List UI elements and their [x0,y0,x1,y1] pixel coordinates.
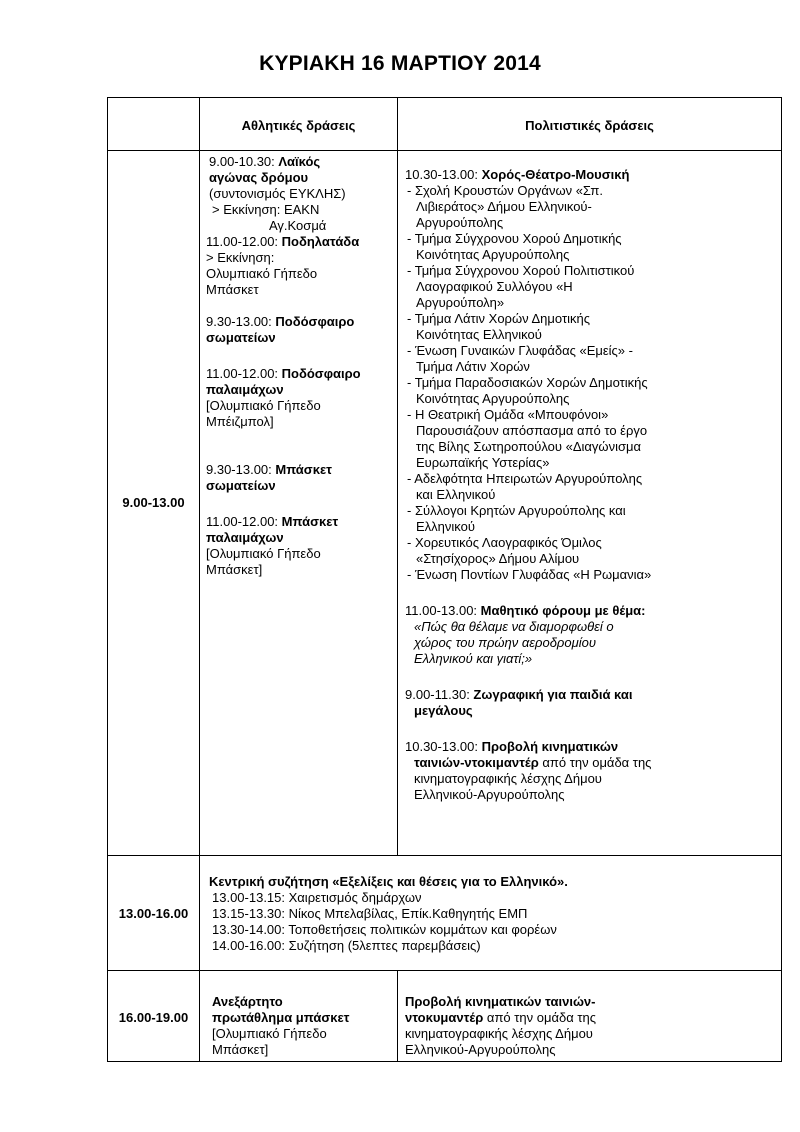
list-item: «Στησίχορος» Δήμου Αλίμου [416,551,580,566]
event-football-clubs: 9.30-13.00: Ποδόσφαιρο σωματείων [206,314,355,345]
event-basketball-veterans: 11.00-12.00: Μπάσκετ παλαιμάχων [Ολυμπιακό Γήπεδο Μπάσκετ] [206,514,339,577]
discussion-heading: Κεντρική συζήτηση «Εξελίξεις και θέσεις για το Ελληνικό». [209,874,568,889]
list-item: Κοινότητας Αργυρούπολης [416,391,570,406]
row3-cultural-cell: Προβολή κινηματικών ταινιών- ντοκυμαντέρ από την ομάδα της κινηματογραφικής λέσχης Δήμου Ελληνικού-Αργυρούπολης [405,994,596,1057]
row2-discussion-cell [209,874,777,954]
row3-time: 16.00-19.00 [118,1010,189,1025]
list-item: της Βίλης Σωτηροπούλου «Διαγώνισμα [416,439,641,454]
row1-cultural-cell [405,167,779,803]
list-item: - Ένωση Γυναικών Γλυφάδας «Εμείς» - [407,343,633,358]
event-basketball-clubs: 9.30-13.00: Μπάσκετ σωματείων [206,462,332,493]
row3-athletic-cell: Ανεξάρτητο πρωτάθλημα μπάσκετ [Ολυμπιακό Γήπεδο Μπάσκετ] [212,994,350,1057]
list-item: - Τμήμα Λάτιν Χορών Δημοτικής [407,311,590,326]
athletic-column-header: Αθλητικές δράσεις [241,118,356,133]
list-item: Ελληνικού [416,519,475,534]
discussion-item: 13.00-13.15: Χαιρετισμός δημάρχων [212,890,422,905]
list-item: - Αδελφότητα Ηπειρωτών Αργυρούπολης [407,471,643,486]
list-item: - Χορευτικός Λαογραφικός Όμιλος [407,535,602,550]
event-painting: 9.00-11.30: Ζωγραφική για παιδιά και μεγάλους [405,687,633,718]
list-item: - Σχολή Κρουστών Οργάνων «Σπ. [407,183,603,198]
row1-time: 9.00-13.00 [122,495,185,510]
participant-list [405,183,779,583]
list-item: Λαογραφικού Συλλόγου «Η [416,279,573,294]
discussion-item: 13.15-13.30: Νίκος Μπελαβίλας, Επίκ.Καθηγητής ΕΜΠ [212,906,528,921]
list-item: - Ένωση Ποντίων Γλυφάδας «Η Ρωμανια» [407,567,652,582]
row1-athletic-cell [206,154,395,578]
list-item: Τμήμα Λάτιν Χορών [416,359,530,374]
list-item: - Τμήμα Σύγχρονου Χορού Πολιτιστικού [407,263,635,278]
list-item: Κοινότητας Ελληνικού [416,327,542,342]
event-student-forum: 11.00-13.00: Μαθητικό φόρουμ με θέμα: «Πώς θα θέλαμε να διαμορφωθεί ο χώρος του πρώην αεροδρομίου Ελληνικού και γιατί;» [405,603,646,666]
list-item: Αργυρούπολη» [416,295,505,310]
cultural-column-header: Πολιτιστικές δράσεις [525,118,654,133]
row2-time: 13.00-16.00 [118,906,189,921]
list-item: Παρουσιάζουν απόσπασμα από το έργο [416,423,648,438]
list-item: Λιβιεράτος» Δήμου Ελληνικού- [416,199,592,214]
event-dance-theatre-music: 10.30-13.00: Χορός-Θέατρο-Μουσική - Σχολή Κρουστών Οργάνων «Σπ. Λιβιεράτος» Δήμου Ελληνικού- Αργυρούπολης - Τμήμα Σύγχρονου Χορού Δημοτικής Κοινότητας Αργυρούπολης - Τμήμα Σύγχρονου Χορού Πολιτιστικού Λαογραφικού Συλλόγου «Η Αργυρούπολη» - Τμήμα Λάτιν Χορών Δημοτικής Κοινότητας Ελληνικού - Ένωση Γυναικών Γλυφάδας «Εμείς» - Τμήμα Λάτιν Χορών - Τμήμα Παραδοσιακών Χορών Δημοτικής Κοινότητας Αργυρούπολης - Η Θεατρική Ομάδα «Μπουφόνοι» Παρουσιάζουν απόσπασμα από το έργο της Βίλης Σωτηροπούλου «Διαγώνισμα Ευρωπαϊκής Υστερίας» - Αδελφότητα Ηπειρωτών Αργυρούπολης και Ελληνικού - Σύλλογοι Κρητών Αργυρούπολης και Ελληνικού - Χορευτικός Λαογραφικός Όμιλος «Στησίχορος» Δήμου Αλίμου - Ένωση Ποντίων Γλυφάδας «Η Ρωμανια» [405,167,779,583]
list-item: Ευρωπαϊκής Υστερίας» [416,455,550,470]
event-cycling: 11.00-12.00: Ποδηλατάδα > Εκκίνηση: Ολυμπιακό Γήπεδο Μπάσκετ [206,234,360,297]
event-street-race: 9.00-10.30: Λαϊκός αγώνας δρόμου (συντονισμός ΕΥΚΛΗΣ) > Εκκίνηση: ΕΑΚΝ Αγ.Κοσμά [209,154,346,233]
list-item: - Τμήμα Σύγχρονου Χορού Δημοτικής [407,231,622,246]
list-item: - Τμήμα Παραδοσιακών Χορών Δημοτικής [407,375,648,390]
event-documentary-screening: 10.30-13.00: Προβολή κινηματικών ταινιών-ντοκιμαντέρ από την ομάδα της κινηματογραφικής λέσχης Δήμου Ελληνικού-Αργυρούπολης [405,739,652,802]
list-item: και Ελληνικού [416,487,496,502]
list-item: - Η Θεατρική Ομάδα «Μπουφόνοι» [407,407,609,422]
list-item: Αργυρούπολης [416,215,504,230]
event-football-veterans: 11.00-12.00: Ποδόσφαιρο παλαιμάχων [Ολυμπιακό Γήπεδο Μπέιζμπολ] [206,366,361,429]
page-title: ΚΥΡΙΑΚΗ 16 ΜΑΡΤΙΟΥ 2014 [259,52,541,75]
list-item: Κοινότητας Αργυρούπολης [416,247,570,262]
discussion-item: 14.00-16.00: Συζήτηση (5λεπτες παρεμβάσεις) [212,938,481,953]
list-item: - Σύλλογοι Κρητών Αργυρούπολης και [407,503,626,518]
discussion-item: 13.30-14.00: Τοποθετήσεις πολιτικών κομμάτων και φορέων [212,922,557,937]
